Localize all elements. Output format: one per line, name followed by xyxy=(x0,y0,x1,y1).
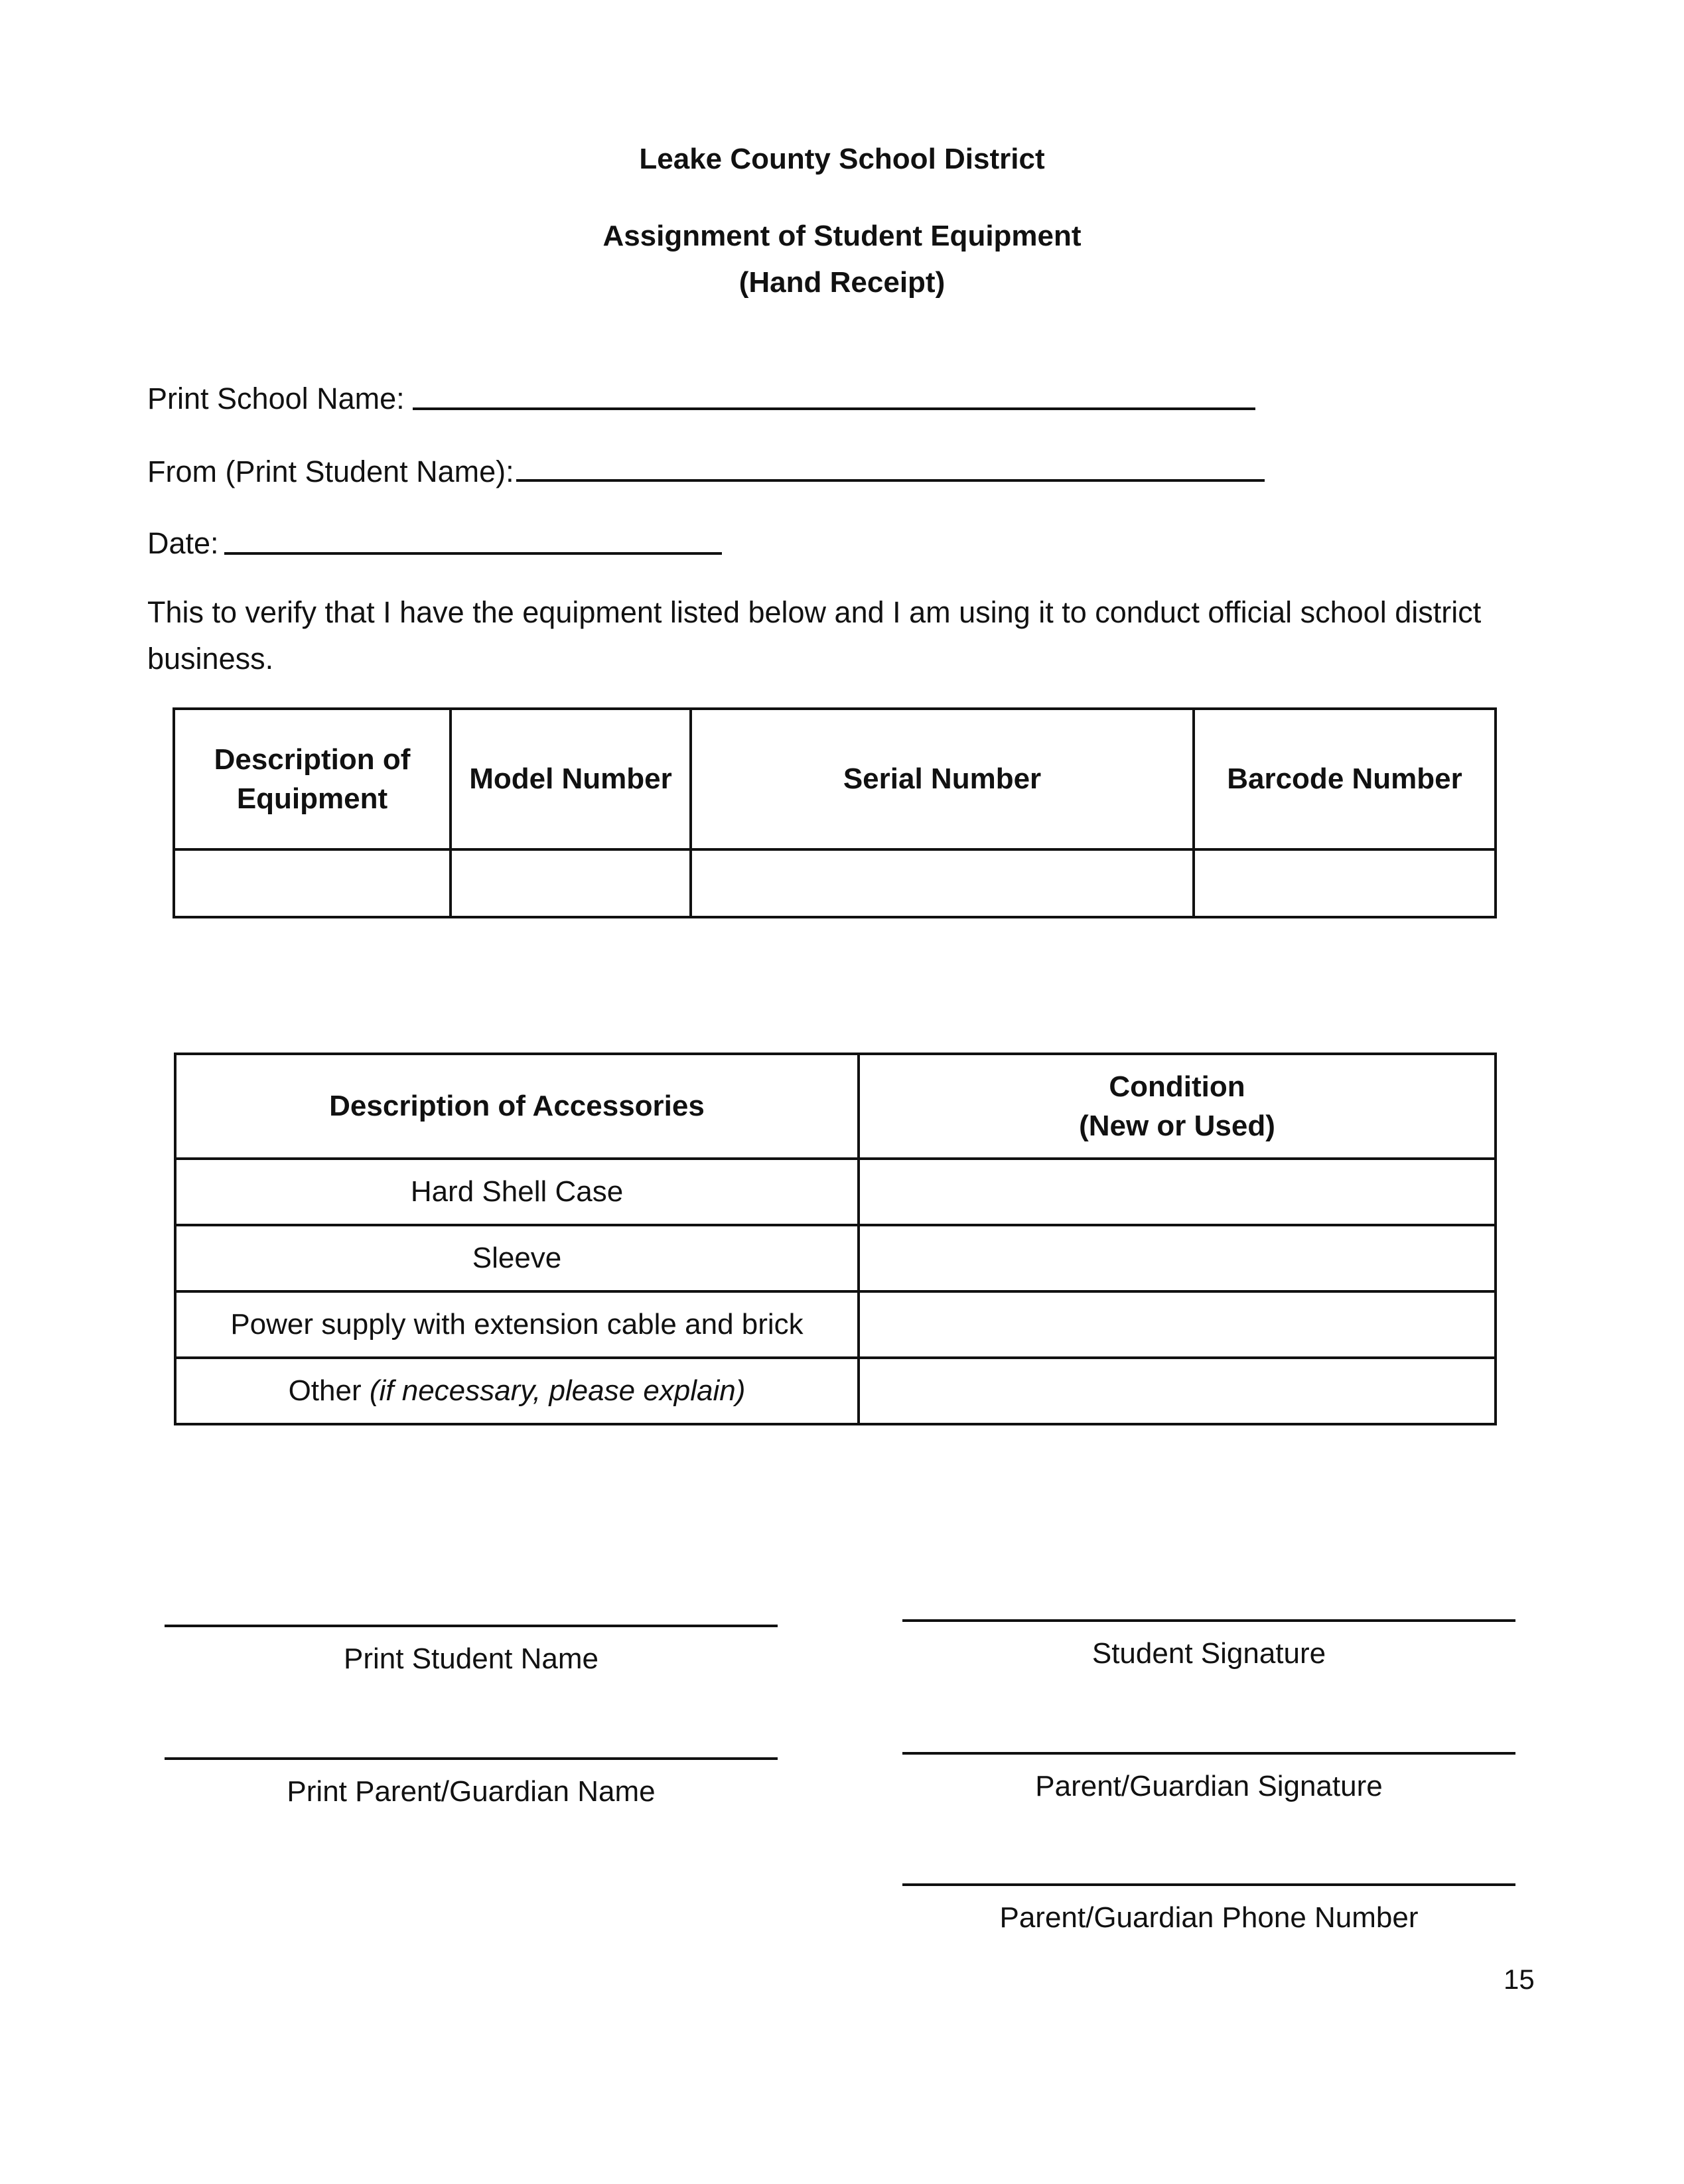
school-name-field[interactable] xyxy=(413,407,1255,410)
student-name-label: From (Print Student Name): xyxy=(147,455,514,488)
equipment-entry-row xyxy=(174,849,1496,917)
student-signature-line[interactable] xyxy=(902,1619,1515,1622)
accessory-row xyxy=(175,1358,1496,1424)
parent-phone-line[interactable] xyxy=(902,1883,1515,1886)
print-student-name-line[interactable] xyxy=(165,1625,778,1627)
parent-signature-line[interactable] xyxy=(902,1752,1515,1755)
equipment-header-description: Description of Equipment xyxy=(174,709,451,849)
date-label: Date: xyxy=(147,526,219,560)
student-name-field[interactable] xyxy=(516,479,1265,482)
accessory-condition-cell[interactable] xyxy=(859,1225,1496,1291)
parent-phone-label: Parent/Guardian Phone Number xyxy=(999,1901,1419,1934)
accessories-header-condition xyxy=(859,1054,1496,1159)
form-subtitle: (Hand Receipt) xyxy=(738,266,946,299)
equipment-header-model: Model Number xyxy=(451,709,691,849)
accessory-row xyxy=(175,1225,1496,1291)
accessory-row xyxy=(175,1159,1496,1225)
equipment-header-barcode: Barcode Number xyxy=(1194,709,1496,849)
accessories-header-description: Description of Accessories xyxy=(175,1054,859,1159)
accessories-header-row xyxy=(175,1054,1496,1159)
form-title: Assignment of Student Equipment xyxy=(602,220,1082,252)
accessory-condition-cell[interactable] xyxy=(859,1159,1496,1225)
parent-signature-label: Parent/Guardian Signature xyxy=(1035,1770,1383,1802)
accessory-condition-cell[interactable] xyxy=(859,1291,1496,1358)
accessories-table xyxy=(174,1053,1497,1425)
equipment-header-row xyxy=(174,709,1496,849)
accessory-item: Hard Shell Case xyxy=(175,1159,859,1225)
accessory-item: Power supply with extension cable and brick xyxy=(175,1291,859,1358)
page-number: 15 xyxy=(1504,1964,1535,1995)
print-parent-name-line[interactable] xyxy=(165,1757,778,1760)
equipment-model-cell[interactable] xyxy=(451,849,691,917)
other-note: (if necessary, please explain) xyxy=(369,1374,746,1408)
accessory-item: Sleeve xyxy=(175,1225,859,1291)
accessory-row xyxy=(175,1291,1496,1358)
accessory-item-other xyxy=(175,1358,859,1424)
school-name-label: Print School Name: xyxy=(147,382,405,415)
condition-header-line1: Condition xyxy=(1109,1070,1245,1103)
district-title: Leake County School District xyxy=(639,143,1045,175)
equipment-description-cell[interactable] xyxy=(174,849,451,917)
equipment-table xyxy=(173,707,1497,918)
equipment-header-serial: Serial Number xyxy=(691,709,1194,849)
accessory-condition-cell[interactable] xyxy=(859,1358,1496,1424)
date-field[interactable] xyxy=(224,552,722,555)
equipment-serial-cell[interactable] xyxy=(691,849,1194,917)
condition-header-line2: (New or Used) xyxy=(1079,1110,1275,1142)
equipment-barcode-cell[interactable] xyxy=(1194,849,1496,917)
student-signature-label: Student Signature xyxy=(1091,1637,1326,1670)
verification-statement: This to verify that I have the equipment listed below and I am using it to conduct official school district business. xyxy=(147,595,1482,676)
print-student-name-label: Print Student Name xyxy=(344,1642,598,1675)
other-label: Other xyxy=(288,1374,362,1408)
print-parent-name-label: Print Parent/Guardian Name xyxy=(287,1775,656,1808)
